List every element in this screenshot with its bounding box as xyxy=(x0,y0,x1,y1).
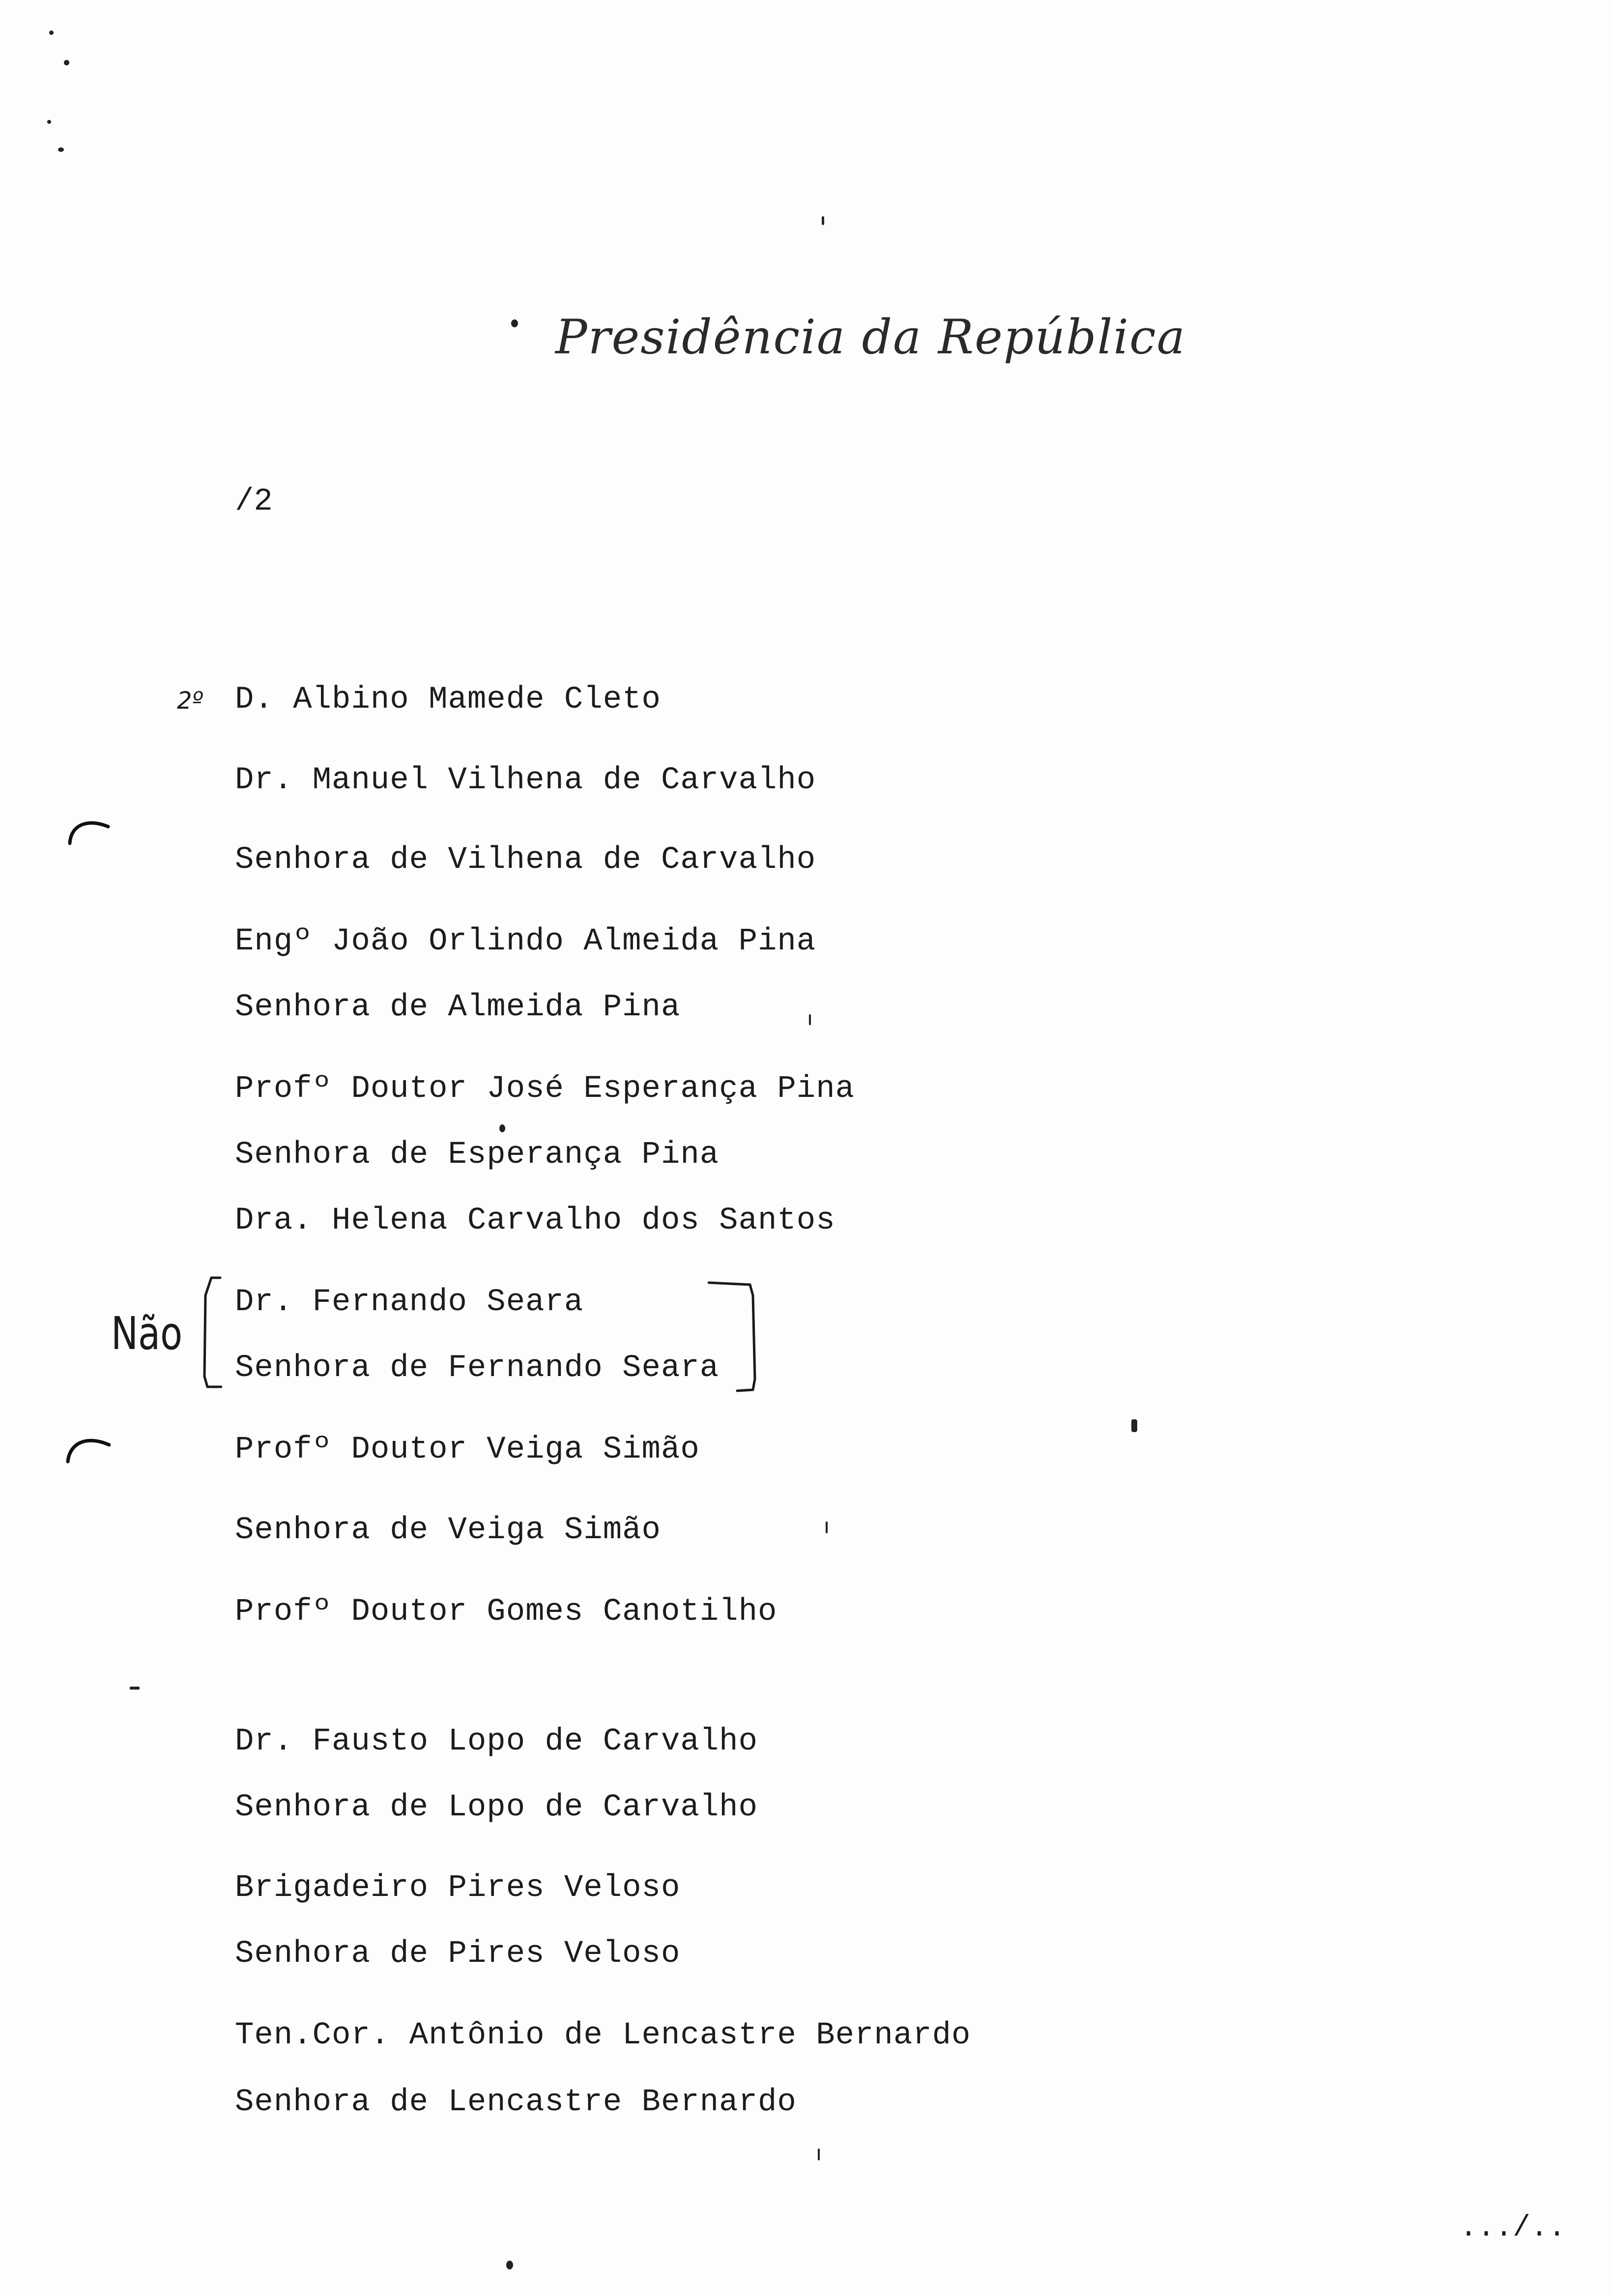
scan-speck xyxy=(47,120,51,124)
guest-name: Senhora de Veiga Simão xyxy=(235,1513,661,1548)
guest-name: Dr. Fausto Lopo de Carvalho xyxy=(235,1724,758,1759)
guest-name: Brigadeiro Pires Veloso xyxy=(235,1870,681,1906)
scan-speck xyxy=(1131,1419,1137,1432)
guest-name: Engº João Orlindo Almeida Pina xyxy=(235,924,816,959)
scan-speck xyxy=(826,1521,828,1533)
guest-name: Senhora de Fernando Seara xyxy=(235,1350,720,1386)
guest-name: Senhora de Lencastre Bernardo xyxy=(235,2085,797,2120)
scan-speck xyxy=(499,1124,505,1132)
right-bracket-mark xyxy=(708,1281,757,1394)
scan-speck xyxy=(506,2261,513,2269)
scan-speck xyxy=(58,147,64,152)
guest-name: Senhora de Esperança Pina xyxy=(235,1137,720,1173)
letterhead-title: Presidência da República xyxy=(555,310,1186,365)
guest-name: Senhora de Almeida Pina xyxy=(235,990,681,1025)
guest-name: Senhora de Vilhena de Carvalho xyxy=(235,842,816,878)
guest-name: Dr. Fernando Seara xyxy=(235,1285,584,1320)
guest-name: Profº Doutor Gomes Canotilho xyxy=(235,1594,777,1630)
guest-name: Ten.Cor. Antônio de Lencastre Bernardo xyxy=(235,2018,971,2053)
handwritten-nao-note: Não xyxy=(111,1307,183,1360)
handwritten-order-mark: 2º xyxy=(177,687,203,715)
scan-speck xyxy=(64,60,69,65)
guest-name: Profº Doutor José Esperança Pina xyxy=(235,1071,855,1107)
scan-speck xyxy=(511,319,518,327)
scan-speck xyxy=(809,1014,811,1025)
page-number: /2 xyxy=(235,484,273,519)
scan-speck xyxy=(822,216,824,225)
guest-name: Dr. Manuel Vilhena de Carvalho xyxy=(235,763,816,798)
continuation-mark: .../.. xyxy=(1460,2211,1566,2245)
margin-arc-mark xyxy=(65,1433,112,1464)
guest-name: Senhora de Lopo de Carvalho xyxy=(235,1790,758,1825)
guest-name: Senhora de Pires Veloso xyxy=(235,1936,681,1972)
scan-speck xyxy=(818,2149,820,2160)
scan-speck xyxy=(49,30,54,35)
guest-name: D. Albino Mamede Cleto xyxy=(235,682,661,718)
left-bracket-mark xyxy=(202,1276,222,1389)
guest-name: Profº Doutor Veiga Simão xyxy=(235,1432,700,1467)
guest-name: Dra. Helena Carvalho dos Santos xyxy=(235,1203,835,1238)
margin-arc-mark xyxy=(67,816,111,845)
scan-speck xyxy=(130,1687,140,1690)
